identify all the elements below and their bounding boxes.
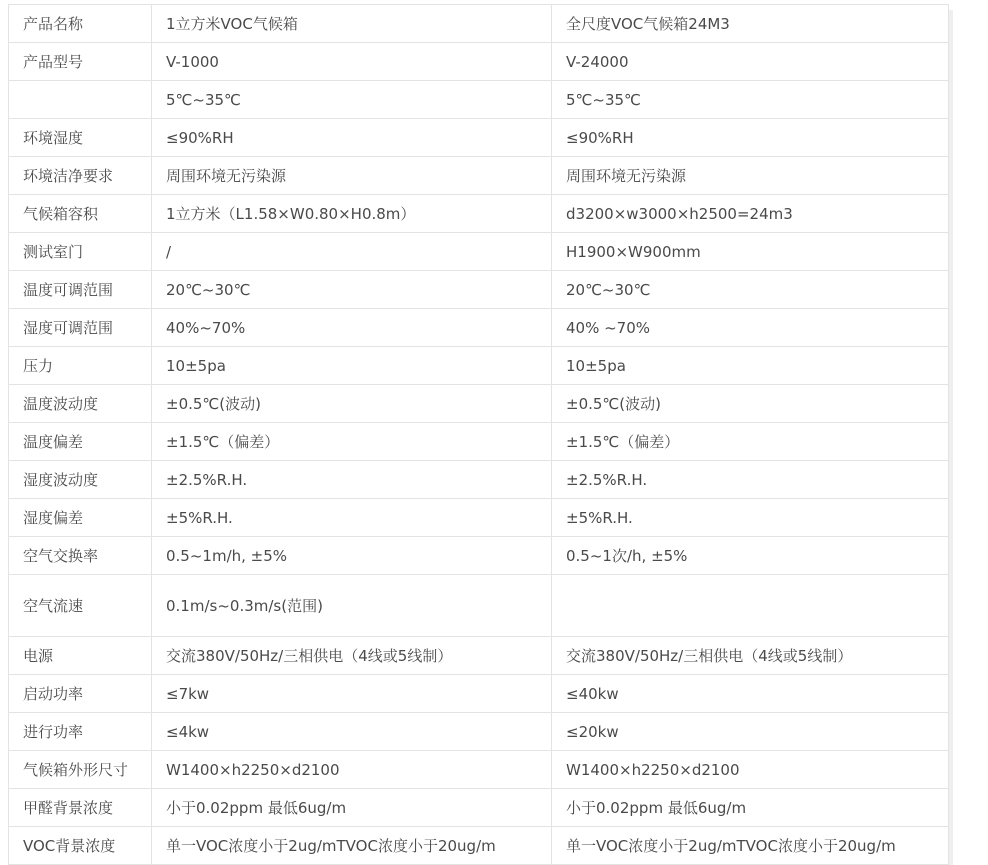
spec-value-cell: 交流380V/50Hz/三相供电（4线或5线制） [552,637,949,675]
spec-value-cell: 小于0.02ppm 最低6ug/m [552,789,949,827]
spec-value-cell: / [152,233,552,271]
spec-value-cell: ±2.5%R.H. [152,461,552,499]
table-row [9,309,949,347]
spec-value-cell: 周围环境无污染源 [552,157,949,195]
spec-label-cell: 湿度可调范围 [9,309,152,347]
table-row [9,271,949,309]
spec-value-cell: ±5%R.H. [152,499,552,537]
spec-value-cell: W1400×h2250×d2100 [152,751,552,789]
spec-label-cell: 压力 [9,347,152,385]
table-row [9,195,949,233]
spec-value-cell: ≤20kw [552,713,949,751]
spec-value-cell: 全尺度VOC气候箱24M3 [552,5,949,43]
spec-value-cell: ±0.5℃(波动) [552,385,949,423]
spec-label-cell: VOC背景浓度 [9,827,152,865]
spec-value-cell: 0.5~1m/h, ±5% [152,537,552,575]
spec-value-cell: ±1.5℃（偏差） [152,423,552,461]
spec-value-cell: d3200×w3000×h2500=24m3 [552,195,949,233]
spec-label-cell: 启动功率 [9,675,152,713]
spec-label-cell: 空气流速 [9,575,152,637]
spec-label-cell: 空气交换率 [9,537,152,575]
spec-value-cell: 5℃~35℃ [152,81,552,119]
spec-value-cell: ≤4kw [152,713,552,751]
spec-label-cell: 温度偏差 [9,423,152,461]
spec-value-cell: 小于0.02ppm 最低6ug/m [152,789,552,827]
spec-value-cell: 5℃~35℃ [552,81,949,119]
spec-value-cell: ≤90%RH [552,119,949,157]
spec-value-cell: ±5%R.H. [552,499,949,537]
spec-label-cell: 进行功率 [9,713,152,751]
table-row [9,713,949,751]
spec-value-cell: ≤40kw [552,675,949,713]
spec-value-cell: 单一VOC浓度小于2ug/mTVOC浓度小于20ug/m [152,827,552,865]
table-row [9,461,949,499]
table-row [9,499,949,537]
spec-label-cell: 测试室门 [9,233,152,271]
table-row [9,5,949,43]
spec-value-cell: 交流380V/50Hz/三相供电（4线或5线制） [152,637,552,675]
table-row [9,575,949,637]
spec-label-cell: 产品名称 [9,5,152,43]
spec-value-cell: 20℃~30℃ [152,271,552,309]
spec-label-cell: 电源 [9,637,152,675]
spec-value-cell: V-1000 [152,43,552,81]
spec-value-cell: 1立方米（L1.58×W0.80×H0.8m） [152,195,552,233]
spec-value-cell: 10±5pa [152,347,552,385]
spec-value-cell: W1400×h2250×d2100 [552,751,949,789]
spec-value-cell: 10±5pa [552,347,949,385]
spec-value-cell [552,575,949,637]
spec-label-cell: 温度可调范围 [9,271,152,309]
spec-label-cell: 甲醛背景浓度 [9,789,152,827]
spec-value-cell: 1立方米VOC气候箱 [152,5,552,43]
spec-value-cell: 0.1m/s~0.3m/s(范围) [152,575,552,637]
table-row [9,81,949,119]
table-row [9,675,949,713]
spec-value-cell: H1900×W900mm [552,233,949,271]
spec-label-cell: 湿度偏差 [9,499,152,537]
table-row [9,789,949,827]
table-row [9,119,949,157]
spec-label-cell [9,81,152,119]
product-spec-table [8,4,949,865]
table-row [9,233,949,271]
spec-value-cell: ≤90%RH [152,119,552,157]
table-row [9,827,949,865]
table-row [9,385,949,423]
spec-label-cell: 气候箱外形尺寸 [9,751,152,789]
spec-label-cell: 温度波动度 [9,385,152,423]
table-row [9,537,949,575]
spec-table-body [9,5,949,865]
table-row [9,637,949,675]
table-row [9,43,949,81]
spec-label-cell: 环境湿度 [9,119,152,157]
spec-value-cell: 40%~70% [152,309,552,347]
table-row [9,751,949,789]
spec-value-cell: ±1.5℃（偏差） [552,423,949,461]
spec-value-cell: 20℃~30℃ [552,271,949,309]
spec-value-cell: ±2.5%R.H. [552,461,949,499]
spec-value-cell: 单一VOC浓度小于2ug/mTVOC浓度小于20ug/m [552,827,949,865]
spec-label-cell: 产品型号 [9,43,152,81]
spec-label-cell: 环境洁净要求 [9,157,152,195]
spec-value-cell: 周围环境无污染源 [152,157,552,195]
spec-value-cell: 40% ~70% [552,309,949,347]
table-row [9,157,949,195]
spec-value-cell: ±0.5℃(波动) [152,385,552,423]
spec-value-cell: V-24000 [552,43,949,81]
table-row [9,347,949,385]
table-row [9,423,949,461]
spec-value-cell: ≤7kw [152,675,552,713]
spec-value-cell: 0.5~1次/h, ±5% [552,537,949,575]
spec-label-cell: 气候箱容积 [9,195,152,233]
spec-label-cell: 湿度波动度 [9,461,152,499]
